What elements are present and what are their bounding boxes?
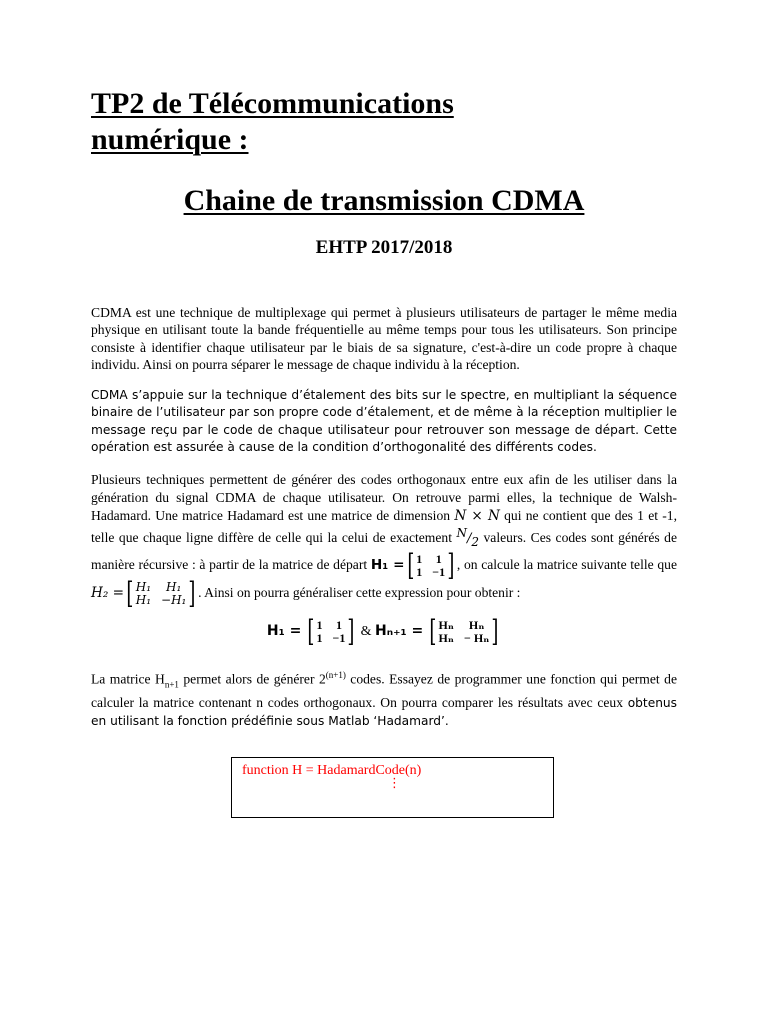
h2-inline-label: H₂ = xyxy=(91,585,125,602)
formula-ampersand: & xyxy=(360,624,372,640)
bracket-right: ] xyxy=(447,548,455,584)
matrix-cell: 1 xyxy=(335,618,342,632)
title-line-2: numérique : xyxy=(91,123,249,156)
p4-superscript: (n+1) xyxy=(325,670,346,680)
matrix-cell: −1 xyxy=(332,631,346,645)
code-box xyxy=(231,757,554,818)
dimension-nxn: N × N xyxy=(454,507,500,524)
matrix-cell: H₁ xyxy=(166,580,182,595)
matrix-cell: Hₙ xyxy=(438,618,454,632)
matrix-cell: 1 xyxy=(316,618,323,632)
formula-h1-label: H₁ = xyxy=(266,623,302,640)
bracket-right: ] xyxy=(347,614,355,649)
matrix-cell: H₁ xyxy=(135,580,152,595)
matrix-cell: H₁ xyxy=(135,593,152,608)
bracket-left: [ xyxy=(429,614,437,649)
matrix-grid xyxy=(438,619,489,645)
p3-text-e: . Ainsi on pourra généraliser cette expression pour obtenir : xyxy=(198,585,521,601)
bracket-left: [ xyxy=(406,548,414,584)
matrix-cell: 1 xyxy=(416,565,423,580)
p4-text-b: permet alors de générer 2 xyxy=(178,671,326,687)
matrix-grid xyxy=(416,553,445,579)
matrix-cell: −1 xyxy=(432,565,446,580)
paragraph-2: CDMA s’appuie sur la technique d’étalement des bits sur le spectre, en multipliant la séquence binaire de l’utilisateur par son propre code d’étalement, et de même à la réception multiplier le message reçu par le code de chaque utilisateur pour retrouver son message de départ. Cette opération est assurée à cause de la condition d’orthogonalité des différents codes. xyxy=(91,388,677,455)
school-year: EHTP 2017/2018 xyxy=(315,237,453,258)
p4-text-a: La matrice H xyxy=(91,671,165,687)
h1-inline-matrix xyxy=(405,548,457,584)
bracket-left: [ xyxy=(307,614,315,649)
p3-text-a: Plusieurs techniques permettent de générer des codes orthogonaux entre eux afin de les utiliser dans la génération du signal CDMA de chaque utilisateur. On retrouve parmi elles, la technique de Walsh-Hadamard. Une matrice Hadamard est une matrice de dimension xyxy=(91,472,677,523)
paragraph-3 xyxy=(91,471,677,612)
matrix-cell: 1 xyxy=(316,631,323,645)
p4-text-d: obtenus en utilisant la fonction prédéfinie sous Matlab ‘Hadamard’. xyxy=(91,695,677,729)
matrix-grid xyxy=(317,619,346,645)
vertical-ellipsis-icon: ⋮ xyxy=(388,776,401,791)
fraction-denominator: 2 xyxy=(471,535,479,550)
h1-inline-label: H₁ = xyxy=(370,557,405,574)
matrix-cell: Hₙ xyxy=(438,631,454,645)
formula-hn-matrix xyxy=(427,614,501,649)
hadamard-recursion-formula xyxy=(0,614,768,649)
page-subtitle xyxy=(0,183,768,219)
p3-text-d: , on calcule la matrice suivante telle que xyxy=(456,557,677,573)
bracket-left: [ xyxy=(126,576,134,612)
p3-text-c: valeurs. Ces codes sont générés de manière récursive : à partir de la matrice de départ xyxy=(91,530,677,573)
p4-subscript: n+1 xyxy=(164,679,179,690)
matrix-cell: 1 xyxy=(435,552,442,567)
formula-h1-matrix xyxy=(305,614,357,649)
paragraph-1: CDMA est une technique de multiplexage qui permet à plusieurs utilisateurs de partager le même media physique en utilisant toute la bande fréquentielle au même temps pour tous les utilisateurs. Son principe consiste à identifier chaque utilisateur par le biais de sa signature, c'est-à-dire un code propre à chaque individu. Ainsi on pourra séparer le message de chaque individu à la réception. xyxy=(91,305,677,373)
matrix-cell: − Hₙ xyxy=(464,631,490,645)
formula-hn1-label: Hₙ₊₁ = xyxy=(374,623,424,640)
matrix-cell: −H₁ xyxy=(161,593,187,608)
p4-text-c: codes. Essayez de programmer une fonction qui permet de calculer la matrice contenant n codes orthogonaux. On pourra comparer les résultats avec ceux xyxy=(91,671,677,710)
bracket-right: ] xyxy=(491,614,499,649)
p3-text-b: qui ne contient que des 1 et -1, telle que chaque ligne diffère de celle qui la celui de exactement xyxy=(91,507,677,546)
fraction-numerator: N xyxy=(456,526,467,541)
fraction-n-over-2: $^N/_2$ xyxy=(456,526,479,550)
page-title xyxy=(91,86,691,158)
matrix-cell: 1 xyxy=(416,552,423,567)
bracket-right: ] xyxy=(188,576,196,612)
h2-inline-matrix xyxy=(124,576,198,612)
subtitle-text: Chaine de transmission CDMA xyxy=(183,184,585,217)
paragraph-4 xyxy=(91,667,677,730)
matrix-grid xyxy=(136,581,187,607)
matrix-cell: Hₙ xyxy=(468,618,485,632)
title-line-1: TP2 de Télécommunications xyxy=(91,87,454,120)
function-signature: function H = HadamardCode(n) xyxy=(242,763,422,778)
